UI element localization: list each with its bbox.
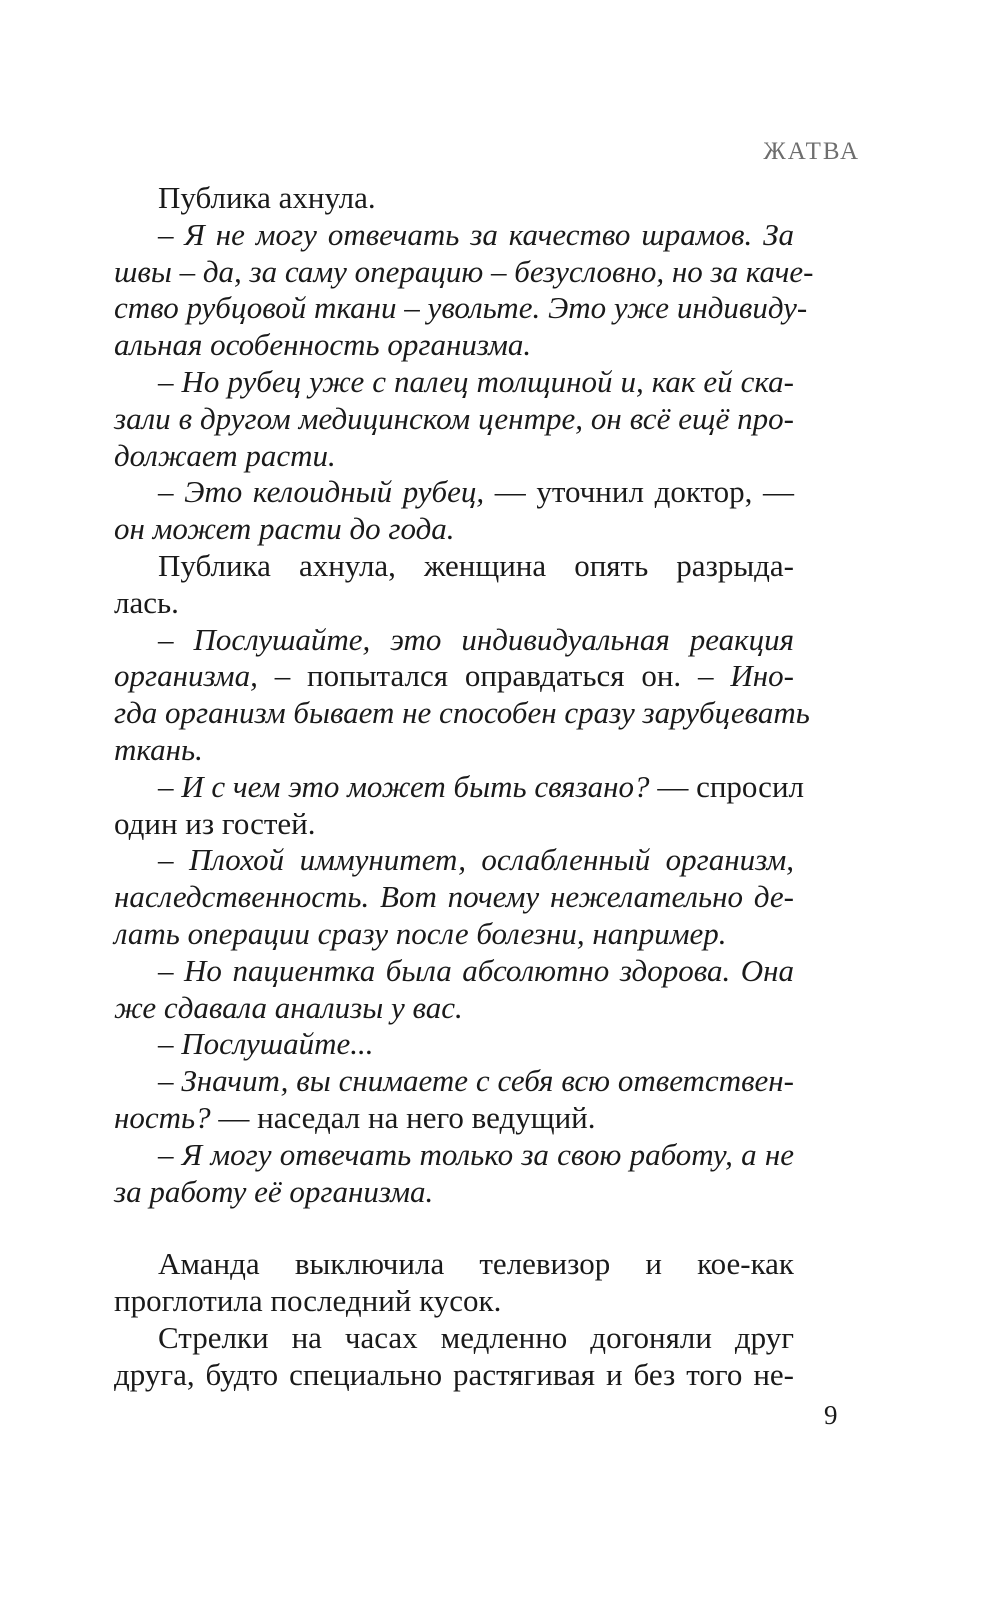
text-line — [114, 585, 794, 622]
italic-run: – Но пациентка была абсолютно здорова. Она — [158, 952, 794, 988]
text-line — [114, 916, 794, 953]
text-line — [114, 732, 794, 769]
roman-run: — спросил — [657, 768, 805, 804]
italic-run: Ино- — [730, 658, 794, 694]
text-line — [114, 1063, 794, 1100]
text-line — [114, 474, 794, 511]
roman-run: лась. — [114, 584, 179, 620]
roman-run: Стрелки на часах медленно догоняли друг — [158, 1319, 794, 1355]
text-line — [114, 1283, 794, 1320]
text-line — [114, 401, 794, 438]
italic-run: – Плохой иммунитет, ослабленный организм, — [158, 842, 794, 878]
text-line — [114, 768, 805, 806]
text-line — [114, 548, 794, 585]
text-line — [114, 1100, 794, 1137]
text-line — [114, 1137, 794, 1174]
text-line — [114, 327, 794, 364]
text-line — [114, 253, 814, 291]
roman-run: — уточнил доктор, — — [494, 474, 794, 510]
italic-run: – Значит, вы снимаете с себя всю ответствен- — [158, 1063, 794, 1099]
roman-run: друга, будто специально растягивая и без того не- — [114, 1356, 794, 1392]
italic-run: ткань. — [114, 731, 203, 767]
italic-run: ство рубцовой ткани – увольте. Это уже индивиду- — [114, 290, 808, 326]
text-line — [114, 990, 794, 1027]
italic-run: – Я не могу отвечать за качество шрамов. За — [158, 216, 794, 252]
roman-run: Публика ахнула, женщина опять разрыда- — [158, 547, 794, 583]
running-head: ЖАТВА — [763, 138, 860, 165]
text-line — [114, 217, 794, 254]
italic-run: же сдавала анализы у вас. — [114, 989, 463, 1025]
text-line — [114, 1174, 794, 1211]
italic-run: – Я могу отвечать только за свою работу, а не — [158, 1136, 794, 1172]
text-line — [114, 438, 794, 475]
text-line — [114, 1357, 794, 1394]
italic-run: – Но рубец уже с палец толщиной и, как ей ска- — [158, 363, 794, 399]
text-line — [114, 1320, 794, 1357]
text-line — [114, 658, 794, 695]
text-line — [114, 806, 794, 843]
italic-run: за работу её организма. — [114, 1173, 434, 1209]
italic-run: ность? — [114, 1099, 219, 1135]
italic-run: наследственность. Вот почему нежелательно де- — [114, 879, 794, 915]
page-number: 9 — [824, 1400, 838, 1430]
text-line — [114, 364, 794, 401]
roman-run: — наседал на него ведущий. — [218, 1099, 596, 1135]
text-line — [114, 1246, 794, 1283]
roman-run: один из гостей. — [114, 805, 316, 841]
roman-run: – попытался оправдаться он. – — [274, 658, 731, 694]
italic-run: должает расти. — [114, 437, 336, 473]
italic-run: – Это келоидный рубец, — [158, 474, 495, 510]
text-line — [114, 695, 810, 732]
italic-run: альная особенность организма. — [114, 327, 532, 363]
italic-run: – Послушайте, это индивидуальная реакция — [158, 621, 794, 657]
italic-run: организма, — [114, 658, 275, 694]
italic-run: швы – да, за саму операцию – безусловно, но за каче- — [114, 253, 814, 289]
body-text — [114, 180, 814, 1394]
text-line — [114, 622, 794, 659]
italic-run: гда организм бывает не способен сразу зарубцевать — [114, 695, 810, 731]
text-line — [114, 180, 794, 217]
italic-run: зали в другом медицинском центре, он всё ещё про- — [114, 400, 794, 436]
italic-run: он может расти до года. — [114, 511, 455, 547]
italic-run: – И с чем это может быть связано? — [158, 768, 658, 804]
italic-run: лать операции сразу после болезни, например. — [114, 915, 727, 951]
roman-run: Публика ахнула. — [158, 180, 376, 215]
text-line — [114, 953, 794, 990]
roman-run: проглотила последний кусок. — [114, 1283, 502, 1319]
italic-run: – Послушайте... — [158, 1026, 374, 1062]
text-line — [114, 1026, 794, 1063]
roman-run: Аманда выключила телевизор и кое-как — [158, 1246, 794, 1282]
text-line — [114, 290, 808, 327]
text-line — [114, 879, 794, 916]
text-line — [114, 842, 794, 879]
text-line — [114, 511, 794, 548]
